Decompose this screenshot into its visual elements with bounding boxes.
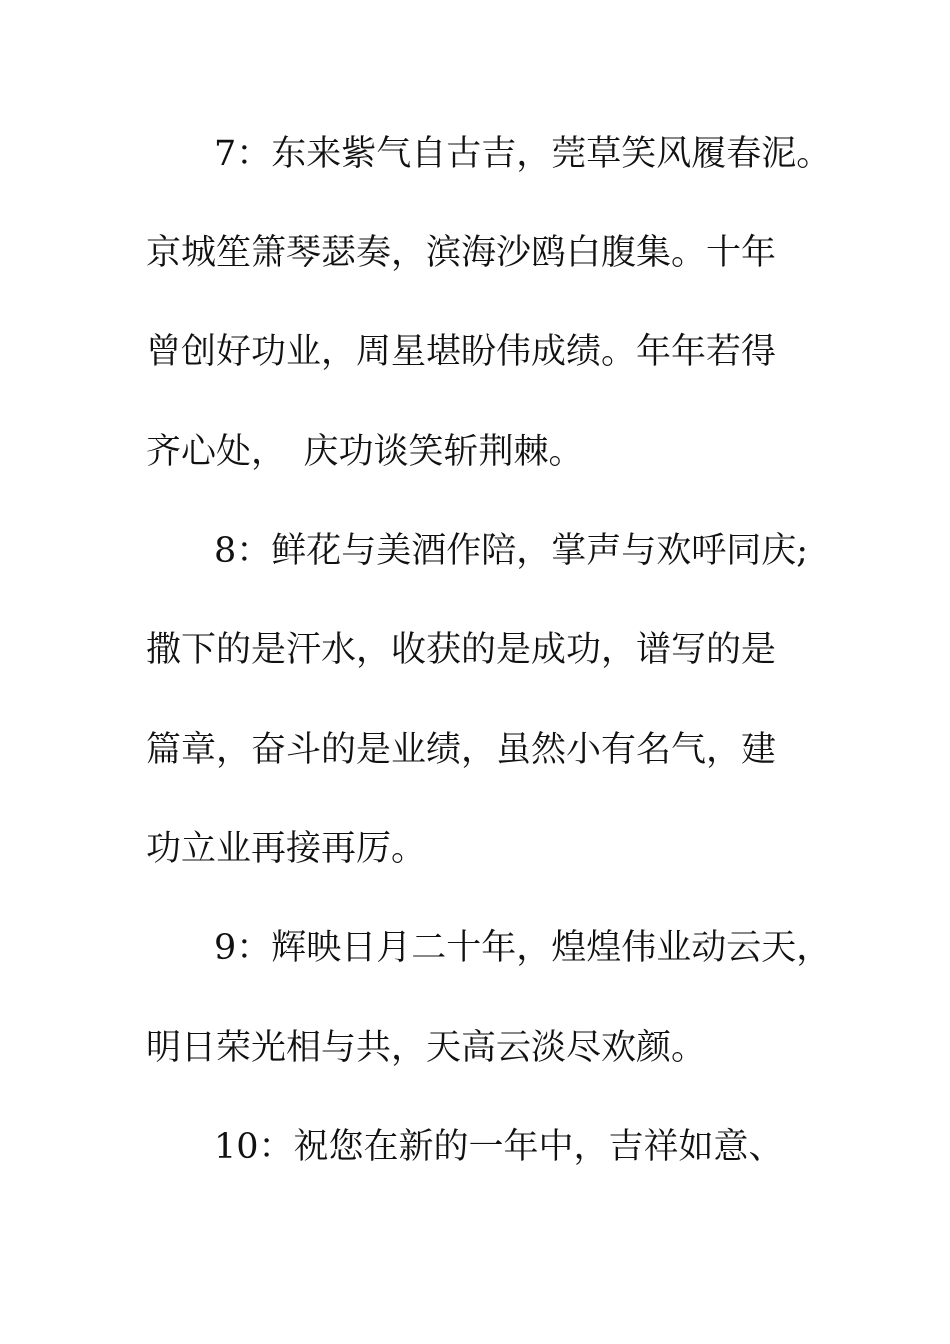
paragraph-8-line-1: 8：鲜花与美酒作陪，掌声与欢呼同庆; <box>214 531 809 571</box>
paragraph-7-line-1: 7：东来紫气自古吉，莞草笑风履春泥。 <box>214 134 832 174</box>
paragraph-9-line-1: 9：辉映日月二十年，煌煌伟业动云天， <box>214 928 832 968</box>
paragraph-7-line-4: 齐心处， 庆功谈笑斩荆棘。 <box>146 432 584 472</box>
paragraph-8-line-4: 功立业再接再厉。 <box>146 829 427 869</box>
paragraph-9-line-2: 明日荣光相与共，天高云淡尽欢颜。 <box>146 1028 707 1068</box>
paragraph-8-line-2: 撒下的是汗水，收获的是成功，谱写的是 <box>146 630 777 670</box>
paragraph-7-line-3: 曾创好功业，周星堪盼伟成绩。年年若得 <box>146 332 777 372</box>
paragraph-8-line-3: 篇章，奋斗的是业绩，虽然小有名气，建 <box>146 730 777 770</box>
paragraph-7-line-2: 京城笙箫琴瑟奏，滨海沙鸥白腹集。十年 <box>146 233 777 273</box>
paragraph-10-line-1: 10：祝您在新的一年中，吉祥如意、 <box>214 1127 784 1167</box>
